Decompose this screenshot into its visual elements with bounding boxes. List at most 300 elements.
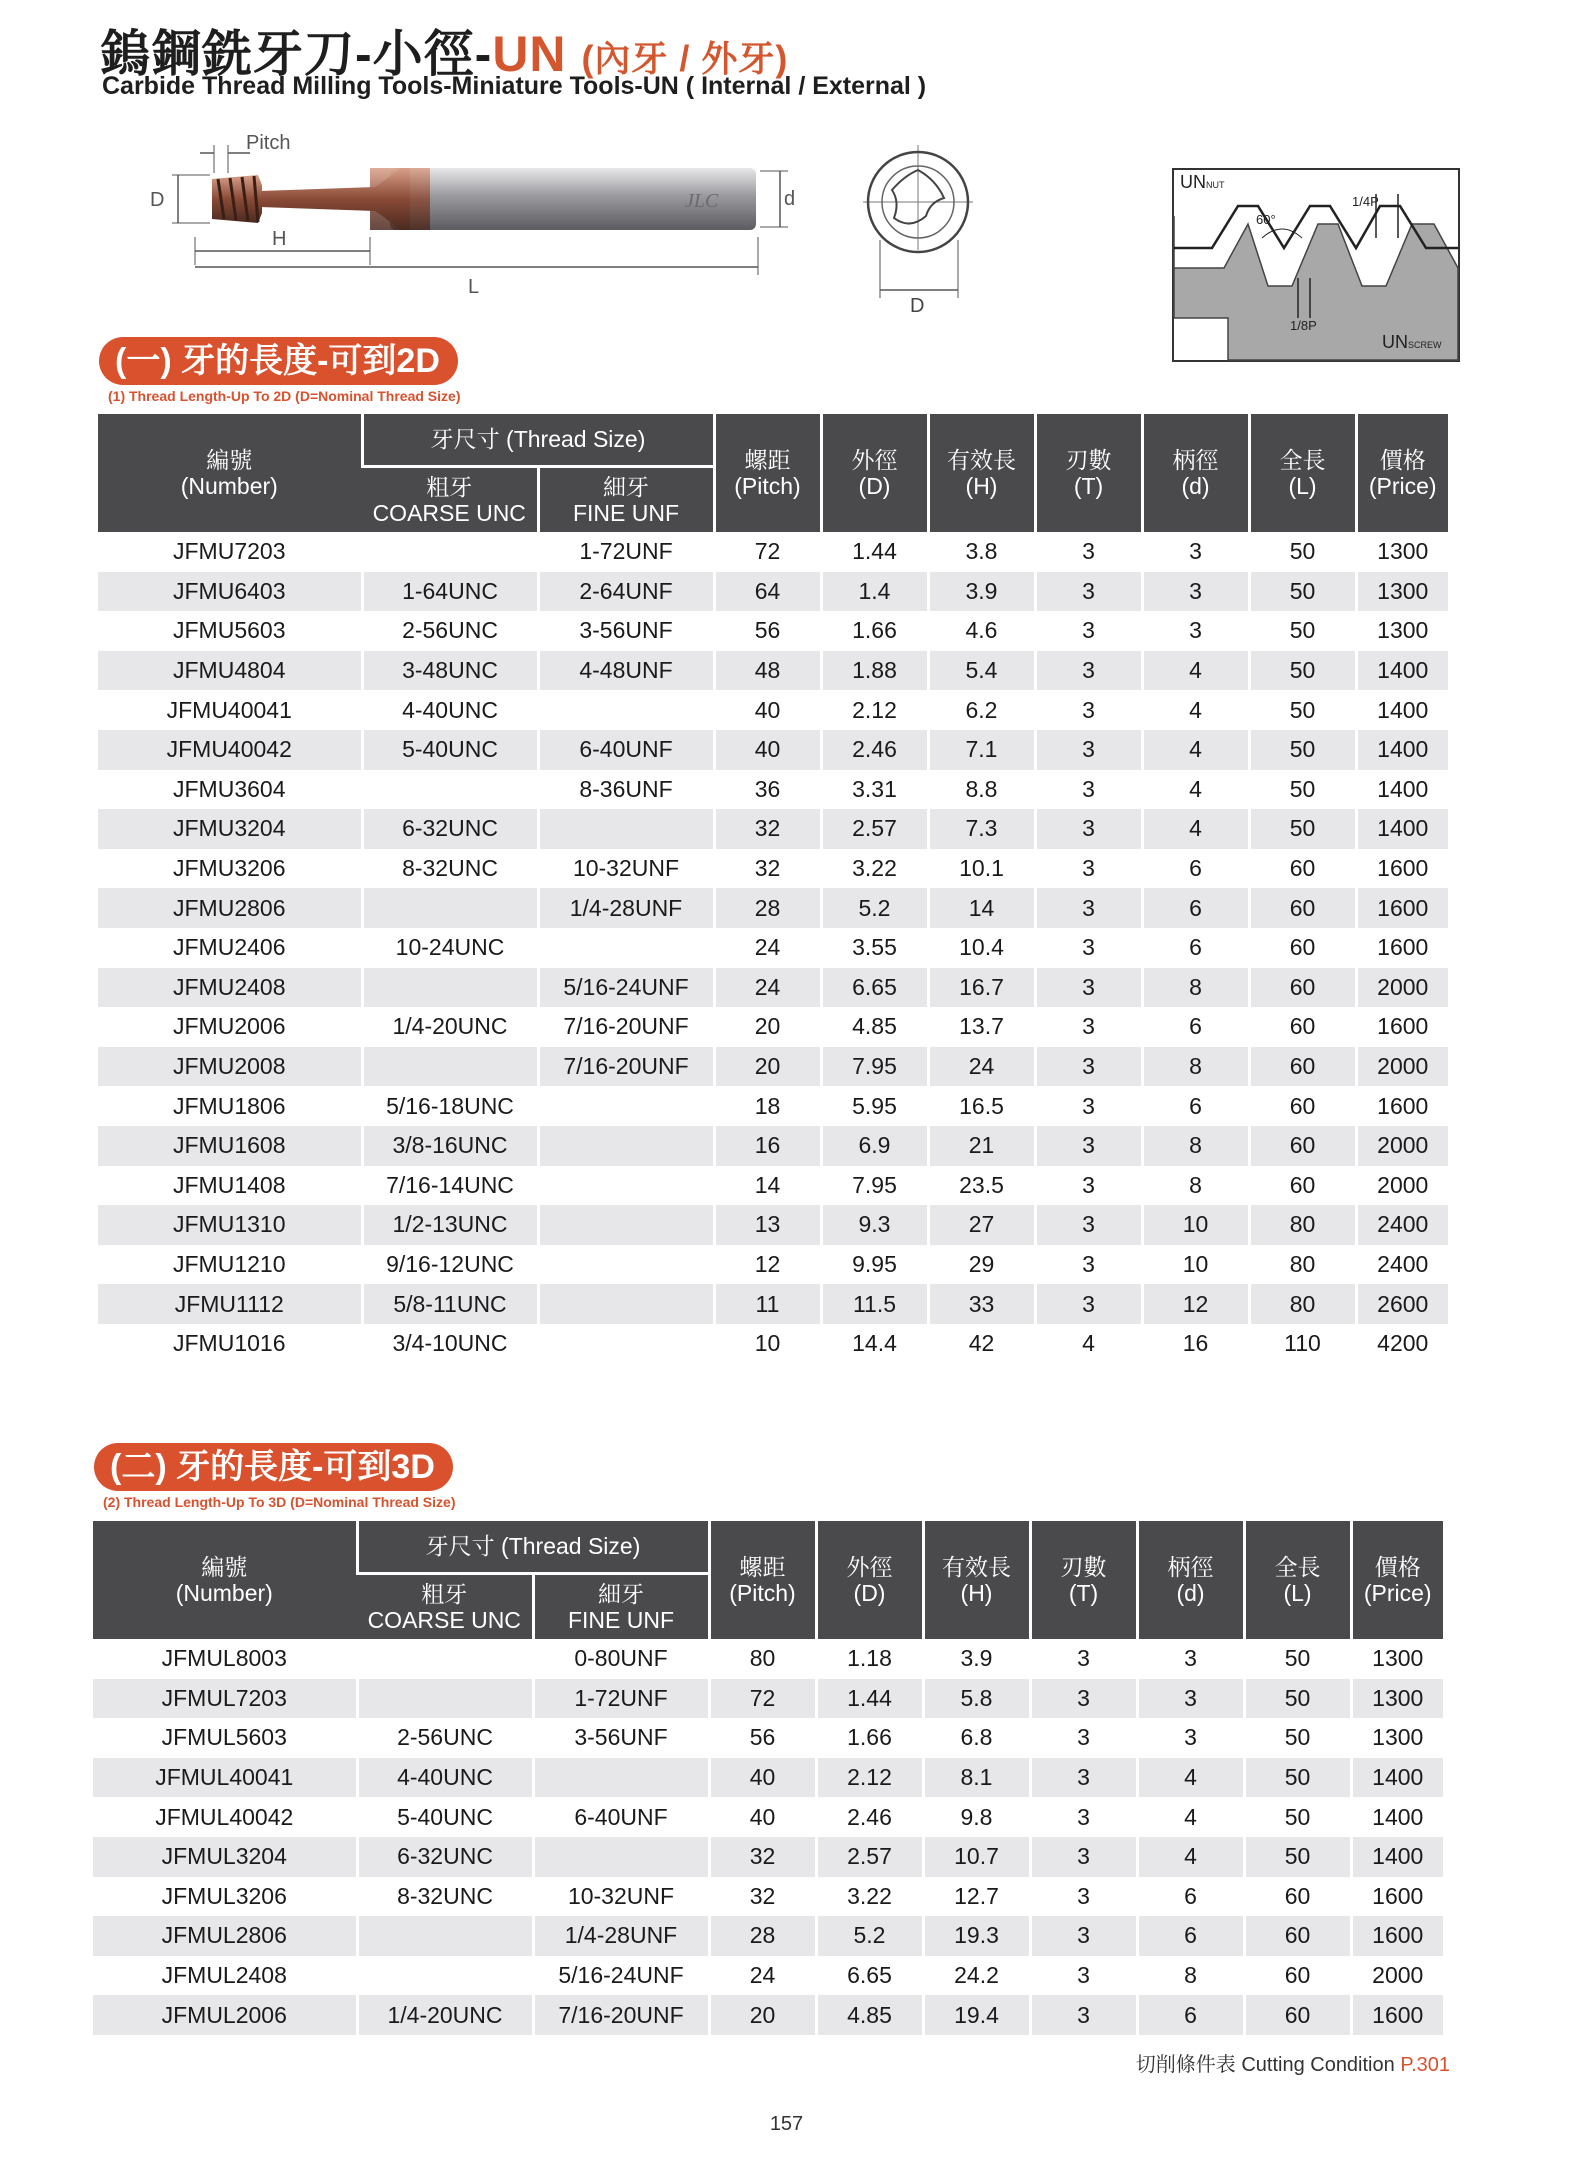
col-shank: 柄徑 (d)	[1137, 1521, 1244, 1639]
table-cell: 1600	[1351, 1995, 1443, 2035]
table-cell: 8-32UNC	[362, 849, 538, 889]
table-cell: 4-40UNC	[357, 1758, 533, 1798]
table-cell: 24	[714, 928, 821, 968]
table-row	[98, 849, 1448, 889]
table-cell: 4	[1137, 1837, 1244, 1877]
table-cell: 24	[709, 1956, 816, 1996]
table-row	[98, 730, 1448, 770]
table-cell: 8.8	[928, 770, 1035, 810]
table-cell: 3.9	[928, 572, 1035, 612]
table-cell: 1.66	[821, 611, 928, 651]
table-cell: 7/16-14UNC	[362, 1166, 538, 1206]
table-cell: 2-56UNC	[357, 1718, 533, 1758]
table-cell: 1400	[1356, 730, 1448, 770]
col-overall: 全長 (L)	[1244, 1521, 1351, 1639]
table-cell: 1400	[1356, 690, 1448, 730]
table-cell: 60	[1249, 1166, 1356, 1206]
table-row	[98, 1166, 1448, 1206]
col-overall: 全長 (L)	[1249, 414, 1356, 532]
table-cell: 0-80UNF	[533, 1639, 709, 1679]
table-cell: 60	[1249, 968, 1356, 1008]
table-cell: 23.5	[928, 1166, 1035, 1206]
table-cell: 1400	[1351, 1758, 1443, 1798]
table-cell: JFMU40041	[166, 696, 292, 723]
table-cell: 1400	[1356, 809, 1448, 849]
table-cell: 50	[1249, 770, 1356, 810]
table-cell: 18	[714, 1086, 821, 1126]
table-cell: JFMUL5603	[161, 1724, 287, 1751]
table-cell: JFMU40042	[98, 730, 362, 770]
table-cell: 5/16-24UNF	[538, 968, 714, 1008]
table-cell: 2.57	[816, 1837, 923, 1877]
table-cell: 5-40UNC	[357, 1797, 533, 1837]
table-cell	[357, 1956, 533, 1996]
label-L: L	[468, 276, 480, 298]
col-coarse: 粗牙 COARSE UNC	[357, 1573, 533, 1639]
section2-subtitle: (2) Thread Length-Up To 3D (D=Nominal Thread Size)	[103, 1494, 456, 1510]
section1-badge: (一) 牙的長度-可到2D	[99, 337, 458, 385]
table-cell: 4	[1142, 809, 1249, 849]
table-cell	[533, 1758, 709, 1798]
table-cell: 3	[1035, 1205, 1142, 1245]
table-row	[93, 1956, 1443, 1996]
table-cell: 10-24UNC	[362, 928, 538, 968]
table-cell: 56	[714, 611, 821, 651]
table-cell: 3	[1030, 1956, 1137, 1996]
table-row	[98, 1324, 1448, 1364]
table-cell: 2000	[1356, 968, 1448, 1008]
table-cell: 3/4-10UNC	[362, 1324, 538, 1364]
table-row	[98, 1245, 1448, 1285]
table-cell: 2400	[1356, 1205, 1448, 1245]
col-coarse: 粗牙 COARSE UNC	[362, 466, 538, 532]
table-cell	[362, 968, 538, 1008]
col-pitch: 螺距 (Pitch)	[709, 1521, 816, 1639]
table-cell: 3.55	[821, 928, 928, 968]
table-cell: 1400	[1351, 1797, 1443, 1837]
table-cell: 50	[1249, 611, 1356, 651]
table-cell: 60	[1249, 1126, 1356, 1166]
table-cell: 6-32UNC	[362, 809, 538, 849]
title-zh-un: UN	[492, 26, 567, 82]
table-cell: 1600	[1356, 928, 1448, 968]
table-cell: 11	[714, 1284, 821, 1324]
table-cell	[357, 1639, 533, 1679]
table-cell: 3.8	[928, 532, 1035, 572]
table-cell: 20	[714, 1007, 821, 1047]
col-thread-size: 牙尺寸 (Thread Size)	[362, 414, 714, 466]
table-cell: 1600	[1351, 1877, 1443, 1917]
col-number: 編號 (Number)	[93, 1521, 357, 1639]
table-cell: 64	[714, 572, 821, 612]
table-cell: 3.31	[821, 770, 928, 810]
table-cell: 20	[709, 1995, 816, 2035]
table-cell: 4.85	[816, 1995, 923, 2035]
table-cell: 27	[928, 1205, 1035, 1245]
table-cell: 3-48UNC	[362, 651, 538, 691]
table-cell: 5/16-18UNC	[362, 1086, 538, 1126]
table-cell: 60	[1249, 1007, 1356, 1047]
table-cell: 50	[1249, 651, 1356, 691]
table-cell: 60	[1249, 849, 1356, 889]
table-cell: JFMU3604	[173, 775, 286, 802]
table-cell: 1-64UNC	[362, 572, 538, 612]
table-cell: 7.95	[821, 1166, 928, 1206]
table-cell	[538, 1324, 714, 1364]
table-cell: 3-56UNF	[533, 1718, 709, 1758]
table-cell: 32	[709, 1877, 816, 1917]
table-cell: 24	[714, 968, 821, 1008]
table-cell: JFMUL2006	[93, 1995, 357, 2035]
table-cell: 1600	[1356, 1007, 1448, 1047]
table-cell: 16.5	[928, 1086, 1035, 1126]
table-cell: 80	[709, 1639, 816, 1679]
label-end-D: D	[910, 295, 925, 315]
table-cell: 72	[709, 1679, 816, 1719]
table-cell: 10.1	[928, 849, 1035, 889]
table-cell: 4.85	[821, 1007, 928, 1047]
table-cell: 10	[1142, 1245, 1249, 1285]
table-cell: 1/2-13UNC	[362, 1205, 538, 1245]
table-row	[98, 1086, 1448, 1126]
un-thread-profile-diagram	[1172, 168, 1460, 362]
table-cell: JFMU1608	[98, 1126, 362, 1166]
table-cell: 28	[714, 888, 821, 928]
table-row	[98, 532, 1448, 572]
table-cell: 80	[1249, 1284, 1356, 1324]
table-cell: 24.2	[923, 1956, 1030, 1996]
cutting-condition-note: 切削條件表 Cutting Condition P.301	[1135, 2054, 1450, 2076]
col-fine: 細牙 FINE UNF	[538, 466, 714, 532]
table-cell: 80	[1249, 1245, 1356, 1285]
table-cell: 3	[1035, 809, 1142, 849]
table-cell: 2.12	[816, 1758, 923, 1798]
table-cell	[362, 888, 538, 928]
table-cell: 10	[714, 1324, 821, 1364]
table-cell: 3	[1035, 1007, 1142, 1047]
svg-text:JLC: JLC	[685, 190, 719, 212]
table-cell: JFMUL2408	[161, 1962, 287, 1989]
table-cell: 1.66	[816, 1718, 923, 1758]
spec-table-3d	[93, 1521, 1443, 2035]
table-cell: 8	[1142, 1126, 1249, 1166]
table-row	[93, 1718, 1443, 1758]
table-cell: 4	[1137, 1797, 1244, 1837]
table-cell: 3	[1030, 1877, 1137, 1917]
table-cell	[357, 1679, 533, 1719]
table-cell: 50	[1249, 572, 1356, 612]
table-cell: 3	[1030, 1639, 1137, 1679]
section1-subtitle: (1) Thread Length-Up To 2D (D=Nominal Thread Size)	[108, 388, 461, 404]
table-cell: 60	[1244, 1995, 1351, 2035]
col-pitch: 螺距 (Pitch)	[714, 414, 821, 532]
label-D: D	[150, 189, 165, 211]
table-cell: 1/4-20UNC	[362, 1007, 538, 1047]
label-60deg: 60°	[1256, 212, 1276, 227]
table-cell: 3	[1035, 690, 1142, 730]
table-cell: 3.22	[821, 849, 928, 889]
label-pitch: Pitch	[246, 132, 291, 154]
table-row	[98, 572, 1448, 612]
table-cell: 16	[714, 1126, 821, 1166]
table-row	[98, 611, 1448, 651]
table-cell: 8	[1142, 968, 1249, 1008]
tool-side-view-diagram	[140, 125, 800, 300]
table-cell: 3	[1035, 611, 1142, 651]
table-cell: 3-56UNF	[538, 611, 714, 651]
table-cell: 1.44	[821, 532, 928, 572]
table-row	[93, 1995, 1443, 2035]
table-cell: 9/16-12UNC	[362, 1245, 538, 1285]
title-zh-main: 鎢鋼銑牙刀-小徑-	[100, 26, 493, 82]
table-cell: 6	[1142, 1086, 1249, 1126]
table-cell: 6	[1137, 1916, 1244, 1956]
col-shank: 柄徑 (d)	[1142, 414, 1249, 532]
table-cell: 13.7	[928, 1007, 1035, 1047]
table-cell: 50	[1249, 809, 1356, 849]
table-cell: 9.3	[821, 1205, 928, 1245]
table-cell: JFMU2008	[98, 1047, 362, 1087]
table-cell: 19.3	[923, 1916, 1030, 1956]
table-cell: 2.12	[821, 690, 928, 730]
table-cell: 12.7	[923, 1877, 1030, 1917]
table-cell: 32	[714, 809, 821, 849]
table-cell: 2-64UNF	[538, 572, 714, 612]
table-cell: 1400	[1351, 1837, 1443, 1877]
table-cell: JFMU4804	[98, 651, 362, 691]
table-cell: 14.4	[821, 1324, 928, 1364]
label-un-nut: UNNUT	[1180, 172, 1225, 192]
table-cell: JFMU7203	[173, 538, 286, 565]
table-cell: 10.4	[928, 928, 1035, 968]
table-cell: 3.9	[923, 1639, 1030, 1679]
table-cell: 1600	[1356, 888, 1448, 928]
table-cell: 5.2	[816, 1916, 923, 1956]
table-cell: 36	[714, 770, 821, 810]
table-cell: 6.9	[821, 1126, 928, 1166]
table-cell: 11.5	[821, 1284, 928, 1324]
table-cell: 4	[1142, 651, 1249, 691]
label-H: H	[272, 228, 287, 250]
table-cell: 1300	[1356, 611, 1448, 651]
col-flutes: 刃數 (T)	[1035, 414, 1142, 532]
table-cell: 3	[1035, 928, 1142, 968]
table-cell: 1400	[1356, 651, 1448, 691]
label-eighth-p: 1/8P	[1290, 318, 1317, 333]
table-cell: 8	[1142, 1166, 1249, 1206]
table-cell: 1600	[1351, 1916, 1443, 1956]
table-cell	[362, 532, 538, 572]
table-cell	[362, 770, 538, 810]
table-cell: 3	[1137, 1679, 1244, 1719]
table-cell: 4-40UNC	[362, 690, 538, 730]
table-cell: 3	[1030, 1837, 1137, 1877]
table-row	[98, 928, 1448, 968]
table-cell: 7.95	[821, 1047, 928, 1087]
table-cell: 3	[1035, 1166, 1142, 1206]
table-cell: 5/16-24UNF	[533, 1956, 709, 1996]
table-cell: 28	[709, 1916, 816, 1956]
table-cell: 1300	[1351, 1639, 1443, 1679]
table-cell: 4	[1142, 730, 1249, 770]
table-cell: JFMUL3206	[161, 1882, 287, 1909]
col-length: 有效長 (H)	[928, 414, 1035, 532]
table-cell: 4	[1142, 770, 1249, 810]
table-cell: 2.57	[821, 809, 928, 849]
table-cell	[538, 928, 714, 968]
table-cell: 4	[1035, 1324, 1142, 1364]
table-row	[98, 888, 1448, 928]
table-cell: 6.2	[928, 690, 1035, 730]
table-cell: 1.18	[816, 1639, 923, 1679]
table-cell: 1/4-28UNF	[533, 1916, 709, 1956]
table-cell: JFMU5603	[173, 617, 286, 644]
table-cell: 8	[1137, 1956, 1244, 1996]
table-cell	[538, 1086, 714, 1126]
table-cell: 9.8	[923, 1797, 1030, 1837]
table-cell: 3	[1035, 1047, 1142, 1087]
table-cell: 6-40UNF	[538, 730, 714, 770]
table-cell: 1400	[1356, 770, 1448, 810]
table-cell: 16.7	[928, 968, 1035, 1008]
table-cell: 1600	[1356, 849, 1448, 889]
table-cell: 3	[1035, 651, 1142, 691]
table-cell: 32	[714, 849, 821, 889]
table-cell: 6.8	[923, 1718, 1030, 1758]
table-cell: JFMU3204	[98, 809, 362, 849]
table-cell: 3	[1142, 532, 1249, 572]
table-cell: 19.4	[923, 1995, 1030, 2035]
table-cell: 29	[928, 1245, 1035, 1285]
table-cell: JFMUL3204	[93, 1837, 357, 1877]
table-cell: 1.4	[821, 572, 928, 612]
table-cell: 2.46	[816, 1797, 923, 1837]
col-dia: 外徑 (D)	[821, 414, 928, 532]
cutting-condition-page-link: P.301	[1400, 2054, 1450, 2076]
table-cell: 8-32UNC	[357, 1877, 533, 1917]
table-cell: 1300	[1356, 532, 1448, 572]
table-cell: 3	[1035, 968, 1142, 1008]
table-cell: 50	[1244, 1797, 1351, 1837]
table-cell: 48	[714, 651, 821, 691]
table-cell: JFMUL40042	[155, 1803, 294, 1830]
table-cell: 3	[1035, 572, 1142, 612]
table-cell: 1300	[1351, 1718, 1443, 1758]
table-cell	[538, 690, 714, 730]
table-cell: 6	[1142, 849, 1249, 889]
title-zh-sub: (內牙 / 外牙)	[581, 38, 789, 79]
table-cell	[533, 1837, 709, 1877]
table-cell: 3	[1030, 1916, 1137, 1956]
table-row	[98, 809, 1448, 849]
table-cell: 60	[1249, 928, 1356, 968]
table-cell: 3	[1030, 1718, 1137, 1758]
table-cell: 12	[714, 1245, 821, 1285]
table-cell: 60	[1249, 1086, 1356, 1126]
table-cell: 24	[928, 1047, 1035, 1087]
table-cell: 20	[714, 1047, 821, 1087]
table-cell: 72	[714, 532, 821, 572]
table-cell: 6	[1137, 1995, 1244, 2035]
table-cell: 6.65	[821, 968, 928, 1008]
table-cell: 4.6	[928, 611, 1035, 651]
table-cell: 14	[714, 1166, 821, 1206]
table-cell: 2000	[1356, 1047, 1448, 1087]
table-cell	[538, 1245, 714, 1285]
table-cell: 110	[1249, 1324, 1356, 1364]
table-cell: 40	[714, 730, 821, 770]
table-row	[98, 651, 1448, 691]
table-cell: 40	[714, 690, 821, 730]
table-cell: 10	[1142, 1205, 1249, 1245]
table-cell: JFMU1016	[173, 1330, 286, 1357]
table-cell: 6.65	[816, 1956, 923, 1996]
table-row	[93, 1916, 1443, 1956]
table-cell: 7/16-20UNF	[538, 1047, 714, 1087]
table-cell: 6	[1142, 928, 1249, 968]
table-cell: 7.1	[928, 730, 1035, 770]
table-cell: 1-72UNF	[533, 1679, 709, 1719]
table-cell: 40	[709, 1758, 816, 1798]
table-cell	[538, 1166, 714, 1206]
table-cell: 42	[928, 1324, 1035, 1364]
table-row	[98, 770, 1448, 810]
table-cell: 2-56UNC	[362, 611, 538, 651]
table-cell: 14	[928, 888, 1035, 928]
label-d: d	[784, 188, 796, 210]
table-cell: 60	[1249, 1047, 1356, 1087]
table-cell: JFMU1408	[173, 1171, 286, 1198]
table-cell: 1.88	[821, 651, 928, 691]
table-row	[98, 1007, 1448, 1047]
table-cell: 60	[1249, 888, 1356, 928]
table-cell: 3	[1035, 770, 1142, 810]
table-cell: 2.46	[821, 730, 928, 770]
table-cell: 3	[1035, 730, 1142, 770]
table-cell: JFMUL40041	[93, 1758, 357, 1798]
table-cell: 4	[1142, 690, 1249, 730]
table-cell: 1.44	[816, 1679, 923, 1719]
table-row	[93, 1837, 1443, 1877]
table-cell: 3/8-16UNC	[362, 1126, 538, 1166]
col-fine: 細牙 FINE UNF	[533, 1573, 709, 1639]
table-cell: 5.8	[923, 1679, 1030, 1719]
table-cell: 6	[1142, 888, 1249, 928]
table-row	[98, 690, 1448, 730]
table-cell: 50	[1244, 1639, 1351, 1679]
table-cell: 3	[1035, 1126, 1142, 1166]
table-cell: 80	[1249, 1205, 1356, 1245]
table-row	[93, 1797, 1443, 1837]
table-cell: 3	[1035, 888, 1142, 928]
table-cell: 33	[928, 1284, 1035, 1324]
table-cell: 3	[1030, 1797, 1137, 1837]
table-cell: 3	[1035, 532, 1142, 572]
table-cell: 6-40UNF	[533, 1797, 709, 1837]
table-cell: 1600	[1356, 1086, 1448, 1126]
col-thread-size: 牙尺寸 (Thread Size)	[357, 1521, 709, 1573]
table-row	[98, 1047, 1448, 1087]
table-cell: 8.1	[923, 1758, 1030, 1798]
table-cell: 3	[1035, 849, 1142, 889]
table-cell: 4-48UNF	[538, 651, 714, 691]
table-row	[93, 1679, 1443, 1719]
table-cell	[538, 1126, 714, 1166]
table-cell: 21	[928, 1126, 1035, 1166]
label-un-screw: UNSCREW	[1382, 332, 1442, 352]
table-cell: 32	[709, 1837, 816, 1877]
table-cell: 50	[1244, 1679, 1351, 1719]
